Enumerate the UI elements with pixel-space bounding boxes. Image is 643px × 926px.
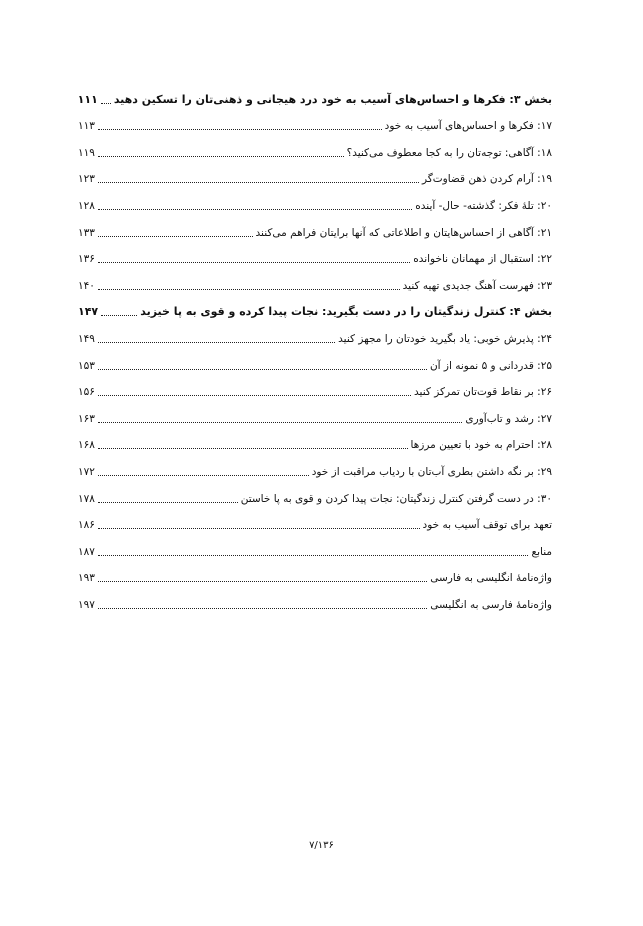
toc-entry-title: بخش ۴: کنترل زندگیتان را در دست بگیرید: نجات پیدا کرده و قوی به پا خیزید — [140, 305, 552, 319]
dot-leader — [98, 262, 410, 263]
toc-entry-title: واژه‌نامهٔ فارسی به انگلیسی — [430, 598, 552, 611]
toc-entry — [78, 559, 552, 586]
toc-page-number: ۱۹۳ — [78, 572, 95, 585]
toc-page-number: ۱۴۷ — [78, 305, 99, 319]
dot-leader — [98, 528, 420, 529]
toc-page-number: ۱۲۳ — [78, 173, 95, 186]
toc-entry — [78, 585, 552, 612]
toc-entry-title: ۱۸: آگاهی: توجه‌تان را به کجا معطوف می‌کنید؟ — [346, 146, 552, 159]
toc-entry-title: منابع — [531, 545, 552, 558]
dot-leader — [98, 289, 400, 290]
dot-leader — [98, 422, 463, 423]
toc-entry — [78, 213, 552, 240]
toc-entry-title: تعهد برای توقف آسیب به خود — [422, 519, 552, 532]
table-of-contents — [78, 80, 552, 612]
toc-entry — [78, 186, 552, 213]
toc-entry-title: ۱۷: فکرها و احساس‌های آسیب به خود — [384, 120, 552, 133]
dot-leader — [98, 129, 382, 130]
toc-entry-title: ۲۸: احترام به خود با تعیین مرزها — [410, 439, 552, 452]
dot-leader — [98, 475, 309, 476]
dot-leader — [98, 448, 408, 449]
toc-entry — [78, 266, 552, 293]
toc-entry-title: واژه‌نامهٔ انگلیسی به فارسی — [430, 572, 552, 585]
toc-entry-title: ۲۲: استقبال از مهمانان ناخوانده — [413, 253, 552, 266]
dot-leader — [98, 236, 253, 237]
dot-leader — [101, 103, 111, 104]
toc-page-number: ۱۸۷ — [78, 545, 95, 558]
dot-leader — [98, 502, 238, 503]
page-folio: ۷/۱۳۶ — [309, 840, 334, 851]
dot-leader — [98, 395, 411, 396]
toc-page-number: ۱۱۹ — [78, 146, 95, 159]
toc-page-number: ۱۶۳ — [78, 412, 95, 425]
dot-leader — [98, 342, 335, 343]
toc-page-number: ۱۸۶ — [78, 519, 95, 532]
toc-page-number: ۱۴۰ — [78, 279, 95, 292]
dot-leader — [98, 608, 427, 609]
toc-entry-title: ۲۴: پذیرش خوبی: یاد بگیرید خودتان را مجهز کنید — [338, 332, 552, 345]
toc-entry-title: ۲۵: قدردانی و ۵ نمونه از آن — [429, 359, 552, 372]
toc-page-number: ۱۵۶ — [78, 386, 95, 399]
toc-entry-title: ۲۰: تلهٔ فکر: گذشته- حال- آینده — [415, 199, 552, 212]
toc-entry-title: ۲۷: رشد و تاب‌آوری — [465, 412, 552, 425]
toc-entry-title: ۳۰: در دست گرفتن کنترل زندگیتان: نجات پیدا کردن و قوی به پا خاستن — [240, 492, 552, 505]
dot-leader — [98, 581, 427, 582]
toc-entry — [78, 80, 552, 107]
dot-leader — [98, 182, 419, 183]
dot-leader — [98, 156, 344, 157]
toc-page-number: ۱۷۸ — [78, 492, 95, 505]
dot-leader — [101, 315, 137, 316]
toc-entry — [78, 133, 552, 160]
toc-page-number: ۱۱۳ — [78, 120, 95, 133]
toc-entry-title: ۲۹: بر نگه داشتن بطری آب‌تان با ردیاب مراقبت از خود — [311, 465, 552, 478]
dot-leader — [98, 209, 412, 210]
toc-page-number: ۱۵۳ — [78, 359, 95, 372]
toc-entry-title: ۲۱: آگاهی از احساس‌هایتان و اطلاعاتی که آنها برایتان فراهم می‌کنند — [255, 226, 552, 239]
toc-entry-title: ۱۹: آرام کردن ذهن قضاوت‌گر — [421, 173, 552, 186]
toc-entry — [78, 107, 552, 134]
toc-page-number: ۱۷۲ — [78, 465, 95, 478]
toc-page-number: ۱۱۱ — [77, 92, 98, 106]
dot-leader — [98, 555, 529, 556]
toc-entry — [78, 373, 552, 400]
toc-entry-title: بخش ۳: فکرها و احساس‌های آسیب به خود درد هیجانی و ذهنی‌تان را تسکین دهید — [113, 92, 552, 106]
toc-entry — [78, 426, 552, 453]
toc-entry — [78, 399, 552, 426]
dot-leader — [98, 369, 427, 370]
toc-entry — [78, 452, 552, 479]
toc-entry-title: ۲۶: بر نقاط قوت‌تان تمرکز کنید — [414, 386, 552, 399]
toc-entry — [78, 293, 552, 320]
toc-entry — [78, 160, 552, 187]
toc-page-number: ۱۴۹ — [78, 332, 95, 345]
toc-entry — [78, 240, 552, 267]
toc-entry — [78, 319, 552, 346]
toc-page-number: ۱۳۶ — [78, 253, 95, 266]
toc-page-number: ۱۳۳ — [78, 226, 95, 239]
toc-entry — [78, 506, 552, 533]
toc-entry — [78, 479, 552, 506]
toc-entry — [78, 346, 552, 373]
toc-page-number: ۱۲۸ — [78, 199, 95, 212]
toc-entry — [78, 532, 552, 559]
toc-entry-title: ۲۳: فهرست آهنگ جدیدی تهیه کنید — [402, 279, 552, 292]
toc-page-number: ۱۶۸ — [78, 439, 95, 452]
toc-page-number: ۱۹۷ — [78, 598, 95, 611]
